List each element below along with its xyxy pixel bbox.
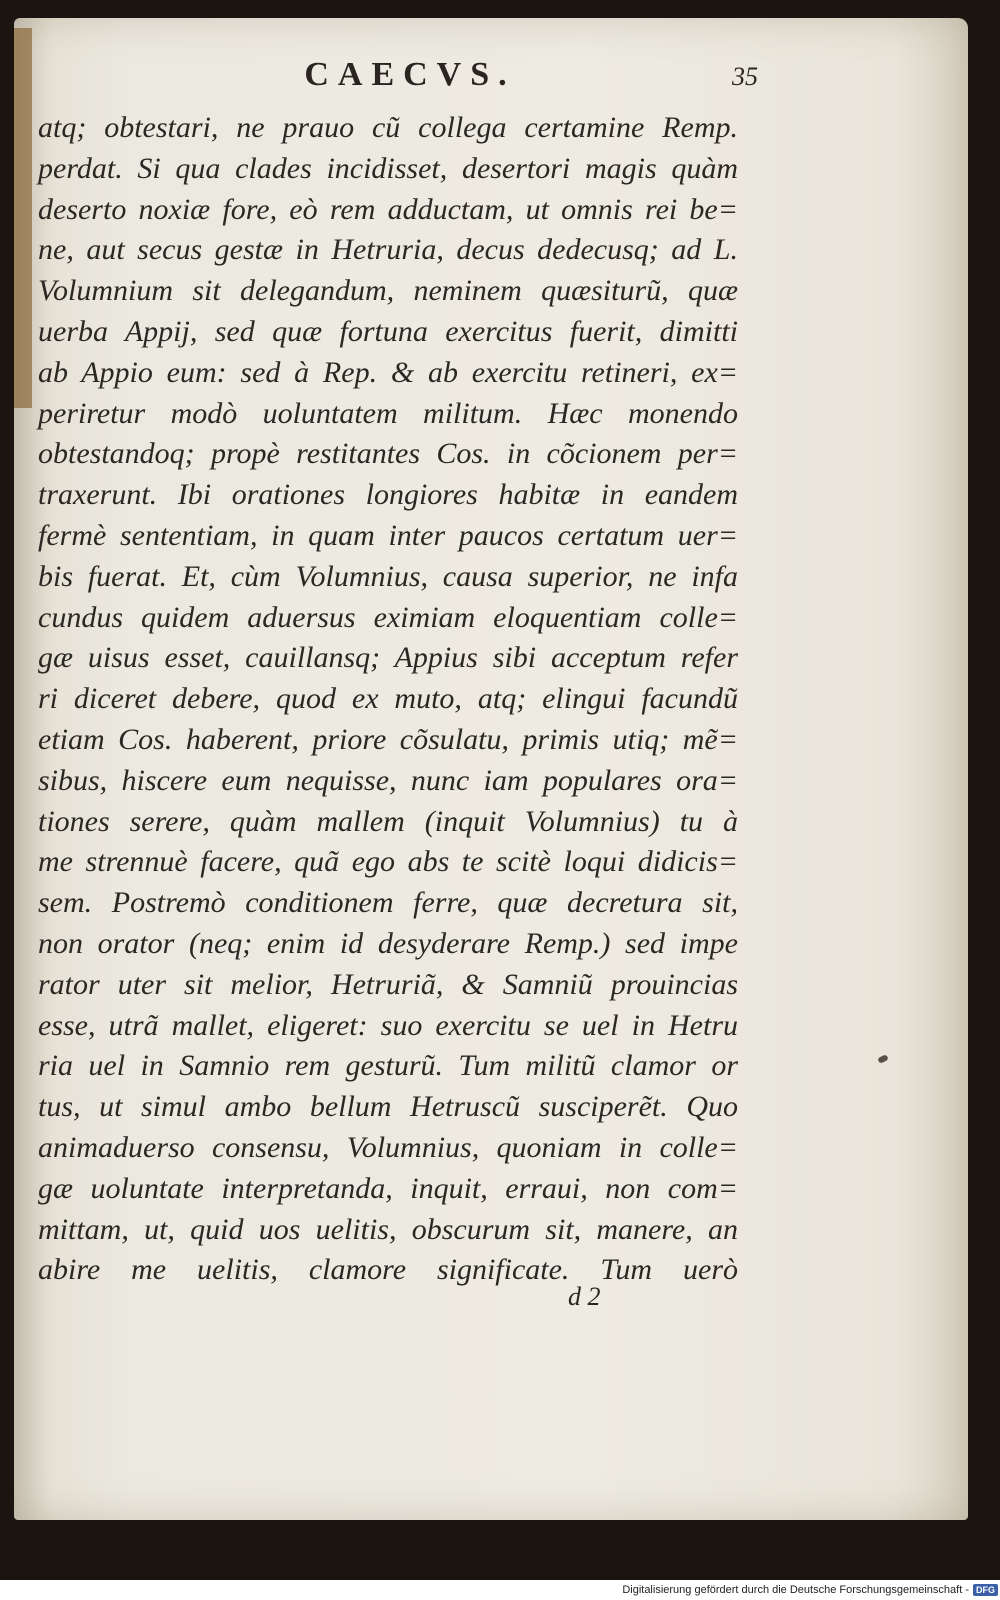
- signature-mark: d 2: [568, 1282, 601, 1311]
- text-line: perdat. Si qua clades incidisset, desertori magis quàm: [38, 151, 738, 185]
- text-line: fermè sententiam, in quam inter paucos certatum uer=: [38, 518, 738, 552]
- dfg-logo-icon: DFG: [973, 1584, 998, 1596]
- text-line: Volumnium sit delegandum, neminem quæsiturũ, quæ: [38, 274, 738, 308]
- text-line: etiam Cos. haberent, priore cõsulatu, primis utiq; mẽ=: [38, 722, 738, 756]
- page-edge-shadow: [14, 28, 32, 408]
- text-line: ne, aut secus gestæ in Hetruria, decus dedecusq; ad L.: [38, 233, 738, 267]
- text-line: non orator (neq; enim id desyderare Remp.) sed impe: [38, 926, 738, 960]
- text-line: deserto noxiæ fore, eò rem adductam, ut omnis rei be=: [38, 192, 738, 226]
- text-line: gæ uoluntate interpretanda, inquit, erraui, non com=: [38, 1171, 738, 1205]
- text-line: sem. Postremò conditionem ferre, quæ decretura sit,: [38, 886, 738, 920]
- text-line: gæ uisus esset, cauillansq; Appius sibi acceptum refer: [38, 641, 738, 675]
- text-line: abire me uelitis, clamore significate. Tum uerò: [38, 1253, 738, 1287]
- text-line: me strennuè facere, quã ego abs te scitè loqui didicis=: [38, 845, 738, 879]
- body-text: [38, 108, 738, 1291]
- text-line: atq; obtestari, ne prauo cũ collega certamine Remp.: [38, 111, 738, 144]
- text-line: mittam, ut, quid uos uelitis, obscurum sit, manere, an: [38, 1212, 738, 1246]
- text-line: tus, ut simul ambo bellum Hetruscũ susciperẽt. Quo: [38, 1090, 738, 1124]
- text-line: ria uel in Samnio rem gesturũ. Tum militũ clamor or: [38, 1049, 738, 1083]
- text-line: animaduerso consensu, Volumnius, quoniam in colle=: [38, 1130, 738, 1164]
- text-line: traxerunt. Ibi orationes longiores habitæ in eandem: [38, 478, 738, 512]
- text-line: periretur modò uoluntatem militum. Hæc monendo: [38, 396, 738, 430]
- running-head: CAECVS.: [304, 56, 516, 93]
- text-line: uerba Appij, sed quæ fortuna exercitus fuerit, dimitti: [38, 314, 738, 348]
- text-line: bis fuerat. Et, cùm Volumnius, causa superior, ne infa: [38, 559, 738, 593]
- page-number: 35: [732, 62, 758, 91]
- footer: [580, 1580, 998, 1600]
- text-line: ab Appio eum: sed à Rep. & ab exercitu retineri, ex=: [38, 355, 738, 389]
- text-line: cundus quidem aduersus eximiam eloquentiam colle=: [38, 600, 738, 634]
- text-line: tiones serere, quàm mallem (inquit Volumnius) tu à: [38, 804, 738, 838]
- text-line: rator uter sit melior, Hetruriã, & Samniũ prouincias: [38, 967, 738, 1001]
- text-line: sibus, hiscere eum nequisse, nunc iam populares ora=: [38, 763, 738, 797]
- text-line: ri diceret debere, quod ex muto, atq; elingui facundũ: [38, 682, 738, 716]
- text-line: esse, utrã mallet, eligeret: suo exercitu se uel in Hetru: [38, 1008, 738, 1042]
- footer-text: Digitalisierung gefördert durch die Deutsche Forschungsgemeinschaft -: [622, 1584, 969, 1596]
- text-line: obtestandoq; propè restitantes Cos. in cõcionem per=: [38, 437, 738, 471]
